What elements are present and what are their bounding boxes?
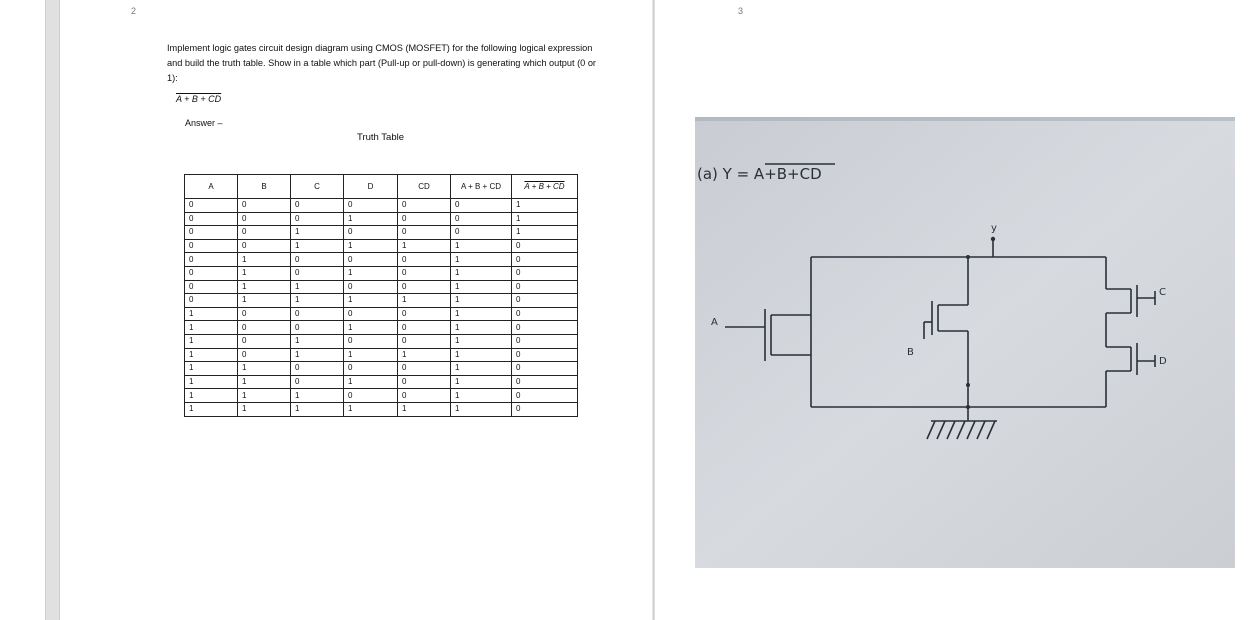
table-cell: 1 — [398, 402, 451, 416]
header-output: A + B + CD — [512, 175, 578, 199]
table-cell: 0 — [291, 199, 344, 213]
table-cell: 1 — [451, 239, 512, 253]
header-c: C — [291, 175, 344, 199]
table-cell: 0 — [398, 280, 451, 294]
table-cell: 1 — [291, 389, 344, 403]
table-cell: 1 — [512, 199, 578, 213]
table-cell: 0 — [344, 389, 398, 403]
table-cell: 1 — [344, 375, 398, 389]
table-cell: 1 — [451, 307, 512, 321]
table-cell: 0 — [398, 389, 451, 403]
answer-label: Answer – — [185, 118, 223, 128]
table-cell: 0 — [512, 362, 578, 376]
table-cell: 0 — [512, 266, 578, 280]
label-y: y — [991, 223, 997, 234]
table-cell: 0 — [238, 307, 291, 321]
table-cell: 0 — [512, 294, 578, 308]
table-cell: 0 — [238, 348, 291, 362]
table-row — [185, 334, 578, 348]
table-cell: 1 — [451, 362, 512, 376]
table-cell: 1 — [344, 212, 398, 226]
table-row — [185, 239, 578, 253]
table-cell: 0 — [344, 307, 398, 321]
truth-table-header — [185, 175, 578, 199]
table-cell: 1 — [185, 334, 238, 348]
table-cell: 0 — [291, 321, 344, 335]
page-number: 3 — [738, 6, 744, 16]
table-cell: 0 — [185, 280, 238, 294]
table-cell: 0 — [185, 294, 238, 308]
table-cell: 0 — [291, 375, 344, 389]
table-cell: 0 — [238, 239, 291, 253]
table-cell: 1 — [344, 348, 398, 362]
handwritten-circuit-photo — [695, 117, 1235, 568]
table-row — [185, 348, 578, 362]
table-cell: 1 — [344, 321, 398, 335]
truth-table — [184, 174, 578, 417]
table-cell: 0 — [291, 212, 344, 226]
page-number: 2 — [131, 6, 137, 16]
table-cell: 1 — [238, 402, 291, 416]
table-cell: 1 — [185, 307, 238, 321]
table-cell: 0 — [512, 321, 578, 335]
table-cell: 1 — [451, 321, 512, 335]
table-cell: 1 — [344, 294, 398, 308]
table-cell: 0 — [291, 253, 344, 267]
truth-table-body — [185, 199, 578, 417]
table-cell: 1 — [185, 362, 238, 376]
table-cell: 0 — [398, 226, 451, 240]
table-cell: 1 — [238, 389, 291, 403]
table-cell: 0 — [512, 348, 578, 362]
table-row — [185, 294, 578, 308]
circuit-heading: (a) Y = A+B+CD — [697, 165, 822, 183]
header-d: D — [344, 175, 398, 199]
question-text: Implement logic gates circuit design diagram using CMOS (MOSFET) for the following logical expression and build the truth table. Show in a table which part (Pull-up or pull-down) is generating which output (0 or 1): — [167, 43, 596, 83]
table-cell: 1 — [185, 321, 238, 335]
table-cell: 0 — [398, 334, 451, 348]
logic-expression: A + B + CD — [176, 94, 222, 104]
table-cell: 1 — [238, 266, 291, 280]
label-d: D — [1159, 356, 1167, 367]
table-cell: 0 — [451, 199, 512, 213]
table-cell: 1 — [291, 280, 344, 294]
table-cell: 0 — [398, 212, 451, 226]
table-cell: 1 — [185, 348, 238, 362]
table-cell: 0 — [185, 226, 238, 240]
table-cell: 1 — [344, 402, 398, 416]
truth-table-title: Truth Table — [357, 132, 404, 143]
table-cell: 0 — [512, 402, 578, 416]
table-cell: 0 — [512, 389, 578, 403]
table-cell: 1 — [238, 362, 291, 376]
table-row — [185, 226, 578, 240]
circuit-drawing — [695, 117, 1235, 568]
header-sum: A + B + CD — [451, 175, 512, 199]
table-cell: 1 — [398, 294, 451, 308]
table-cell: 0 — [512, 334, 578, 348]
page-3 — [655, 0, 1256, 620]
table-cell: 1 — [451, 402, 512, 416]
table-cell: 0 — [398, 253, 451, 267]
table-cell: 1 — [291, 226, 344, 240]
table-cell: 0 — [512, 239, 578, 253]
table-cell: 1 — [238, 375, 291, 389]
table-cell: 0 — [512, 307, 578, 321]
table-row — [185, 362, 578, 376]
table-cell: 0 — [185, 266, 238, 280]
table-cell: 1 — [238, 294, 291, 308]
table-row — [185, 402, 578, 416]
table-cell: 1 — [291, 402, 344, 416]
header-cd: CD — [398, 175, 451, 199]
table-cell: 0 — [398, 266, 451, 280]
table-cell: 0 — [185, 212, 238, 226]
table-cell: 1 — [291, 334, 344, 348]
table-row — [185, 307, 578, 321]
left-page-edge — [0, 0, 45, 620]
table-cell: 0 — [238, 321, 291, 335]
table-cell: 1 — [344, 266, 398, 280]
table-cell: 1 — [238, 253, 291, 267]
table-cell: 0 — [398, 362, 451, 376]
table-cell: 0 — [344, 226, 398, 240]
table-row — [185, 389, 578, 403]
table-cell: 0 — [451, 212, 512, 226]
page-2 — [60, 0, 652, 620]
table-row — [185, 375, 578, 389]
table-cell: 0 — [291, 307, 344, 321]
table-cell: 0 — [291, 266, 344, 280]
table-cell: 1 — [451, 334, 512, 348]
table-cell: 1 — [185, 375, 238, 389]
table-cell: 1 — [291, 294, 344, 308]
table-row — [185, 266, 578, 280]
table-row — [185, 321, 578, 335]
table-cell: 0 — [238, 199, 291, 213]
table-cell: 0 — [344, 280, 398, 294]
table-row — [185, 280, 578, 294]
table-cell: 1 — [291, 239, 344, 253]
header-a: A — [185, 175, 238, 199]
table-cell: 0 — [512, 375, 578, 389]
table-cell: 0 — [185, 239, 238, 253]
table-cell: 1 — [512, 212, 578, 226]
table-cell: 0 — [185, 253, 238, 267]
table-cell: 1 — [451, 294, 512, 308]
table-cell: 0 — [185, 199, 238, 213]
table-cell: 0 — [238, 334, 291, 348]
table-cell: 0 — [238, 212, 291, 226]
table-cell: 1 — [451, 348, 512, 362]
table-cell: 0 — [512, 253, 578, 267]
table-cell: 0 — [512, 280, 578, 294]
table-cell: 1 — [512, 226, 578, 240]
table-cell: 0 — [398, 375, 451, 389]
table-cell: 0 — [344, 334, 398, 348]
table-cell: 0 — [238, 226, 291, 240]
header-b: B — [238, 175, 291, 199]
table-cell: 0 — [344, 199, 398, 213]
table-cell: 1 — [398, 239, 451, 253]
label-c: C — [1159, 287, 1166, 298]
table-cell: 1 — [451, 253, 512, 267]
table-cell: 1 — [291, 348, 344, 362]
table-row — [185, 212, 578, 226]
label-a: A — [711, 317, 718, 328]
table-row — [185, 199, 578, 213]
table-cell: 1 — [451, 280, 512, 294]
table-cell: 1 — [185, 402, 238, 416]
table-cell: 0 — [398, 307, 451, 321]
table-cell: 0 — [451, 226, 512, 240]
table-cell: 1 — [344, 239, 398, 253]
table-cell: 1 — [238, 280, 291, 294]
table-cell: 1 — [185, 389, 238, 403]
table-cell: 0 — [344, 362, 398, 376]
table-cell: 0 — [398, 321, 451, 335]
table-cell: 1 — [451, 375, 512, 389]
table-cell: 0 — [291, 362, 344, 376]
table-cell: 0 — [398, 199, 451, 213]
label-b: B — [907, 347, 914, 358]
table-cell: 1 — [451, 266, 512, 280]
table-cell: 1 — [451, 389, 512, 403]
table-cell: 1 — [398, 348, 451, 362]
table-cell: 0 — [344, 253, 398, 267]
table-row — [185, 253, 578, 267]
left-scrollbar-gutter[interactable] — [45, 0, 60, 620]
